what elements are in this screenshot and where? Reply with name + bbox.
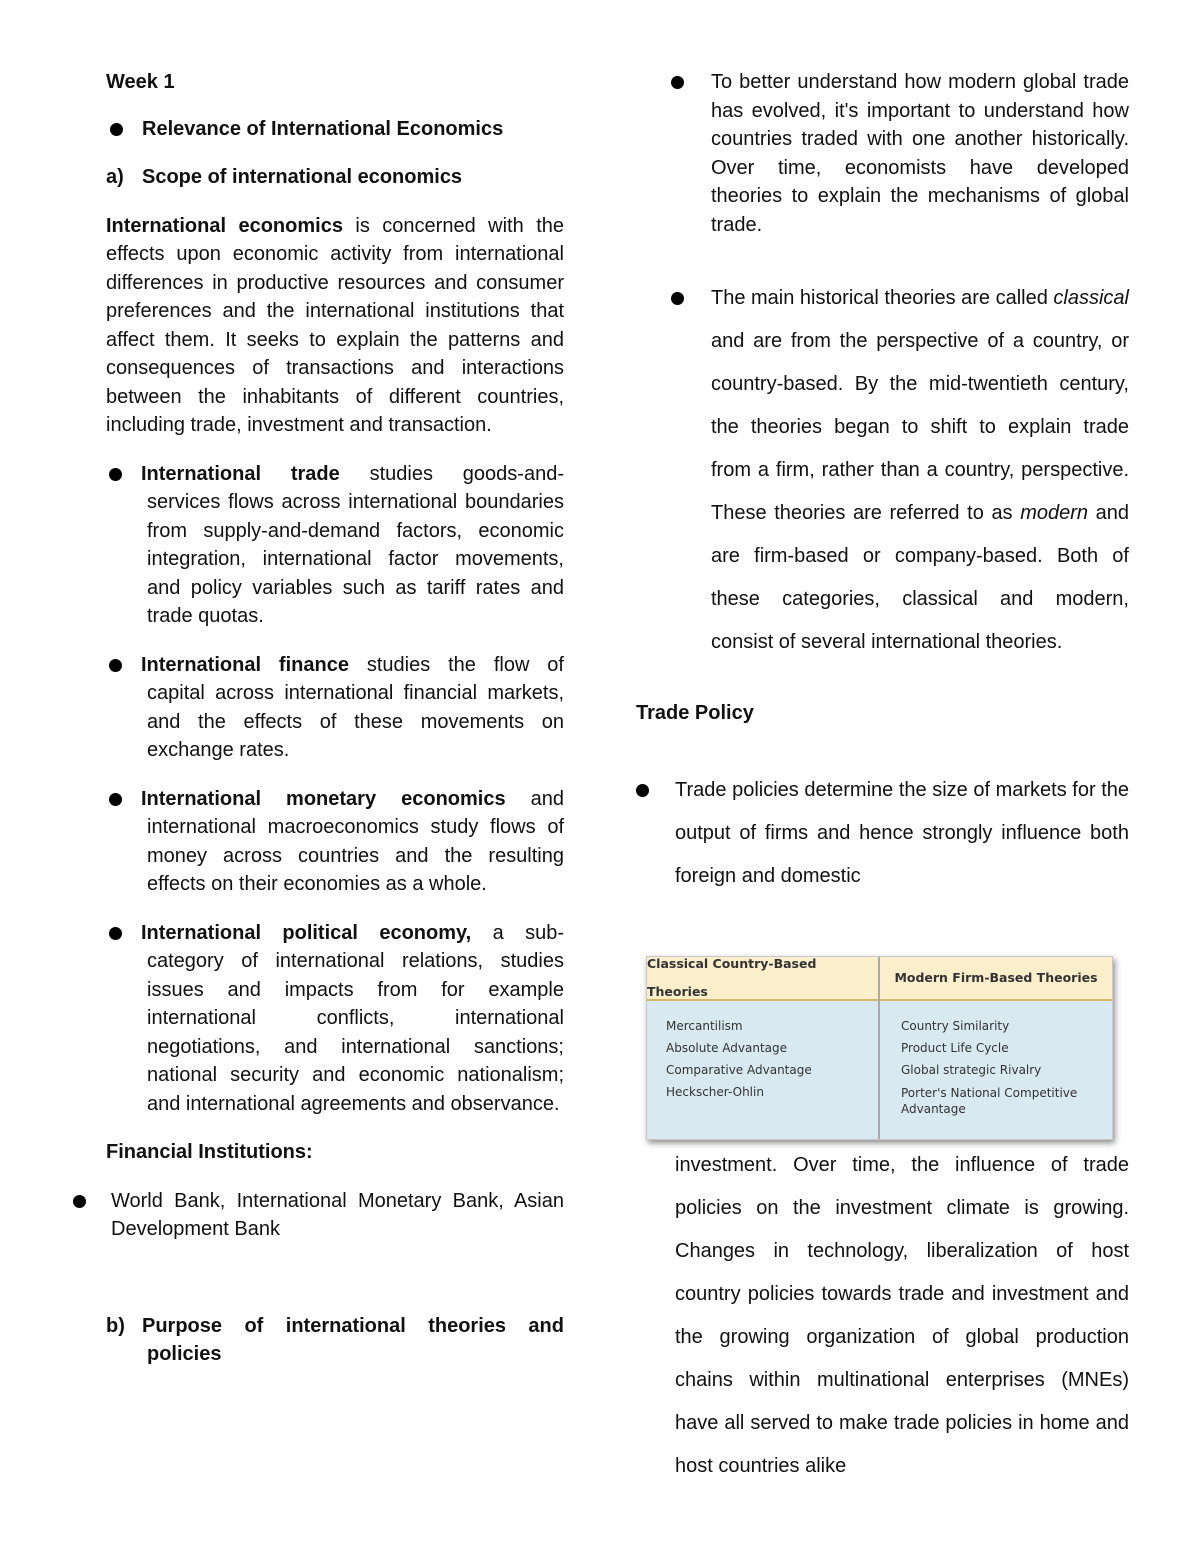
trade-policy-bullet	[675, 769, 1129, 898]
relevance-heading	[142, 115, 564, 144]
subfield-text: and international macroeconomics study flows of money across countries and the resulting effects on their economies as a whole.	[147, 787, 564, 895]
financial-institutions-item	[111, 1187, 564, 1244]
bullet-icon	[109, 927, 122, 940]
theories-bullet	[711, 277, 1129, 664]
table-header-modern: Modern Firm-Based Theories	[880, 957, 1112, 1001]
theories-text-1: The main historical theories are called	[711, 287, 1054, 309]
relevance-heading-text: Relevance of International Economics	[142, 117, 504, 140]
list-item: Country Similarity	[901, 1019, 1010, 1033]
left-column	[106, 68, 564, 1369]
section-a-label: a)	[106, 166, 124, 188]
trade-policy-heading: Trade Policy	[636, 702, 754, 724]
section-b-title: Purpose of international theories and policies	[142, 1314, 564, 1365]
section-a-heading	[106, 163, 564, 192]
list-item: Global strategic Rivalry	[901, 1063, 1042, 1077]
intro-paragraph	[106, 212, 564, 440]
modern-theories-list	[901, 1015, 1096, 1117]
list-item: Mercantilism	[666, 1019, 743, 1033]
list-item: Absolute Advantage	[666, 1041, 787, 1055]
subfield-text: studies the flow of capital across international financial markets, and the effects of these movements on exchange rates.	[147, 653, 564, 761]
list-item: Heckscher-Ohlin	[666, 1085, 764, 1099]
table-divider	[878, 957, 880, 1139]
bullet-icon	[671, 292, 684, 305]
bullet-icon	[110, 123, 123, 136]
history-bullet	[711, 68, 1129, 239]
table-header-classical: Classical Country-Based Theories	[647, 957, 878, 1001]
list-item: Product Life Cycle	[901, 1041, 1009, 1055]
theories-classical: classical	[1053, 287, 1129, 309]
bullet-icon	[73, 1195, 86, 1208]
section-b-heading	[106, 1312, 564, 1369]
theories-modern: modern	[1020, 502, 1088, 524]
intro-text: is concerned with the effects upon economic activity from international differences in productive resources and consumer preferences and the international institutions that affect them. It seeks to explain the patterns and consequences of transactions and interactions between the inhabitants of different countries, including trade, investment and transaction.	[106, 214, 564, 436]
subfield-text: studies goods-and-services flows across international boundaries from supply-and-demand factors, economic integration, international factor movements, and policy variables such as tariff rates and trade quotas.	[147, 462, 564, 627]
subfield-political	[141, 919, 564, 1119]
intro-term: International economics	[106, 214, 343, 237]
list-item: Porter's National Competitive Advantage	[901, 1086, 1078, 1116]
right-column	[636, 68, 1129, 898]
subfield-monetary	[141, 785, 564, 899]
section-b-label: b)	[106, 1314, 125, 1337]
theories-table	[646, 956, 1113, 1140]
theories-text-3: and are firm-based or company-based. Both of these categories, classical and modern, consist of several international theories.	[711, 502, 1129, 653]
history-bullet-text: To better understand how modern global trade has evolved, it's important to understand how countries traded with one another historically. Over time, economists have developed theories to explain the mechanisms of global trade.	[711, 71, 1129, 236]
subfield-term: International monetary economics	[141, 787, 506, 810]
list-item: Comparative Advantage	[666, 1063, 812, 1077]
bullet-icon	[671, 76, 684, 89]
trade-policy-continuation: investment. Over time, the influence of trade policies on the investment climate is growing. Changes in technology, liberalization of host country policies towards trade and investment and the growing organization of global production chains within multinational enterprises (MNEs) have all served to make trade policies in home and host countries alike	[675, 1154, 1129, 1477]
bullet-icon	[109, 793, 122, 806]
bullet-icon	[109, 659, 122, 672]
subfield-finance	[141, 651, 564, 765]
subfield-term: International trade	[141, 462, 340, 485]
week-heading: Week 1	[106, 71, 175, 93]
section-a-title: Scope of international economics	[142, 166, 463, 188]
theories-text-2: and are from the perspective of a country, or country-based. By the mid-twentieth century, the theories began to shift to explain trade from a firm, rather than a country, perspective. These theories are referred to as	[711, 330, 1129, 524]
financial-institutions-heading: Financial Institutions:	[106, 1141, 313, 1163]
subfield-term: International finance	[141, 653, 349, 676]
subfield-text: a sub-category of international relations, studies issues and impacts from for example international conflicts, international negotiations, and international sanctions; national security and economic nationalism; and international agreements and observance.	[147, 921, 564, 1115]
trade-policy-text-1: Trade policies determine the size of markets for the output of firms and hence strongly influence both foreign and domestic	[675, 778, 1129, 887]
subfield-term: International political economy,	[141, 921, 472, 944]
subfield-trade	[141, 460, 564, 631]
bullet-icon	[636, 784, 649, 797]
bullet-icon	[109, 468, 122, 481]
financial-institutions-text: World Bank, International Monetary Bank, Asian Development Bank	[111, 1189, 564, 1240]
classical-theories-list	[666, 1015, 812, 1103]
